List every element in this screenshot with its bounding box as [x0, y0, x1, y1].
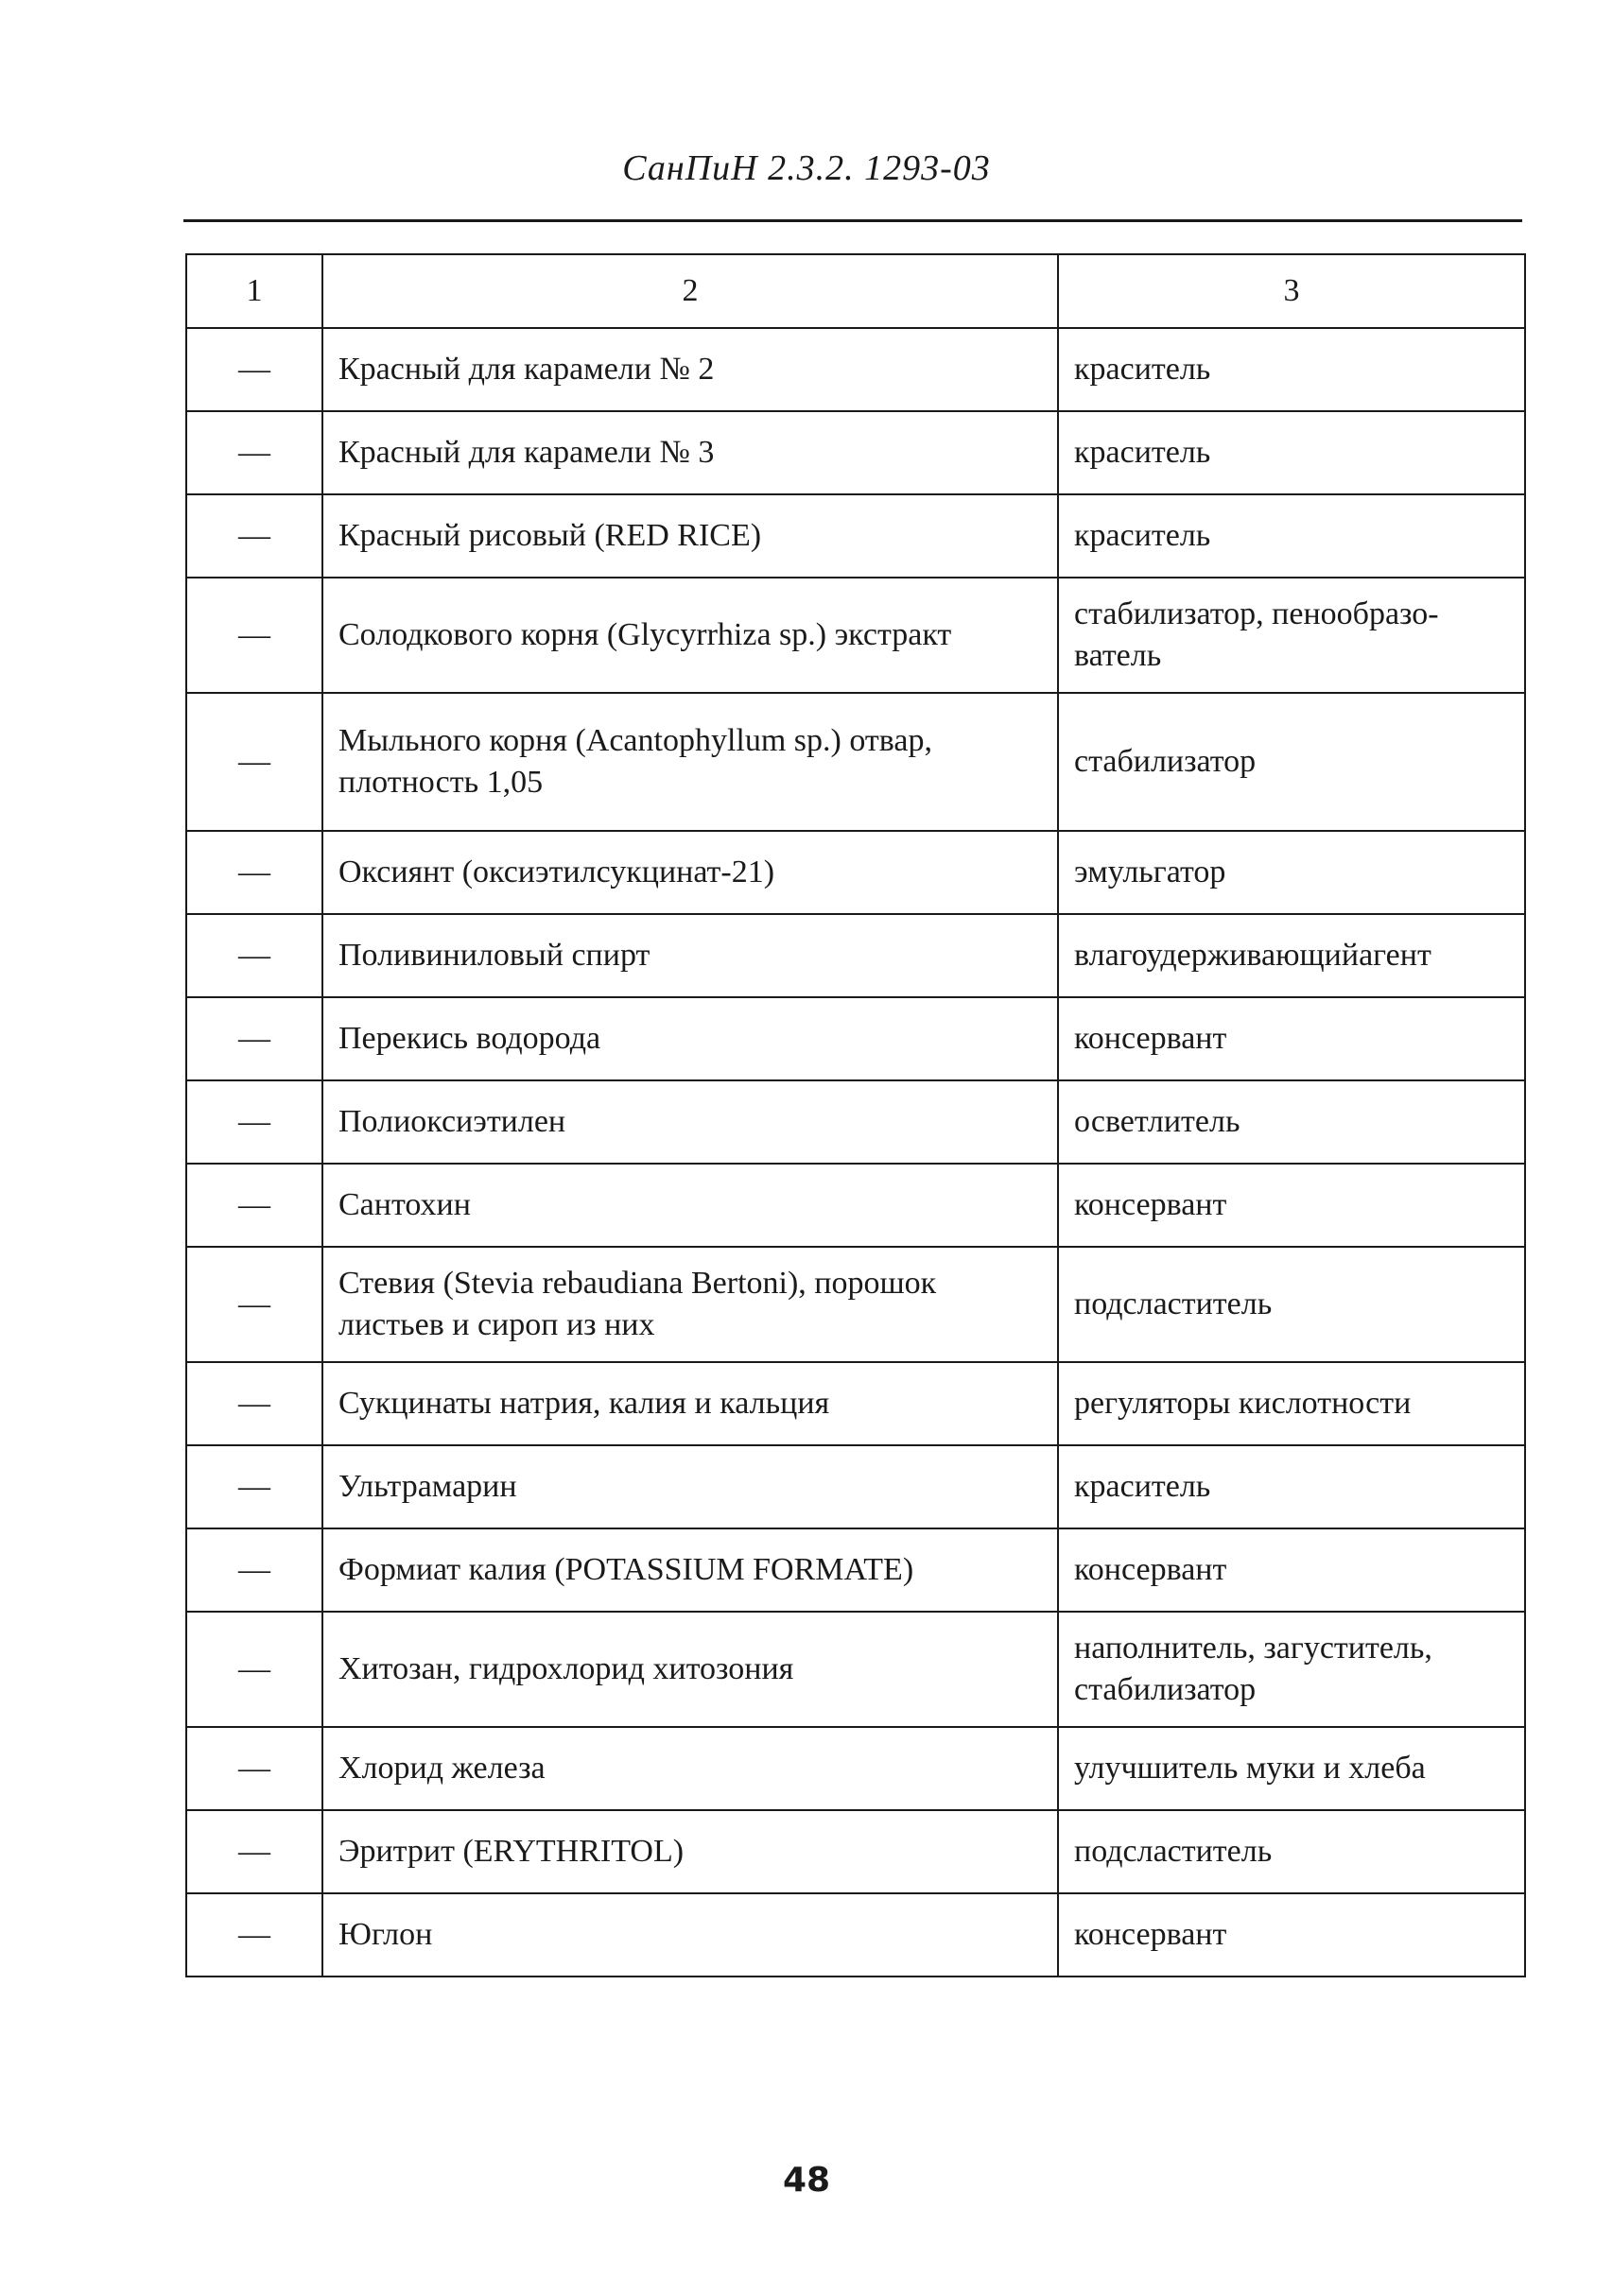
page-header-title: СанПиН 2.3.2. 1293-03: [622, 148, 991, 188]
row-number-cell: —: [186, 1164, 322, 1247]
additive-name-cell: Полиоксиэтилен: [322, 1080, 1058, 1164]
row-number-cell: —: [186, 914, 322, 997]
row-number-cell: —: [186, 1612, 322, 1727]
technological-function-cell: краситель: [1058, 411, 1525, 494]
row-number-cell: —: [186, 328, 322, 411]
row-number-cell: —: [186, 1080, 322, 1164]
additive-name-cell: Поливиниловый спирт: [322, 914, 1058, 997]
additive-name-cell: Сантохин: [322, 1164, 1058, 1247]
additive-name-cell: Юглон: [322, 1893, 1058, 1977]
row-number-cell: —: [186, 1528, 322, 1612]
technological-function-cell: регуляторы кислотности: [1058, 1362, 1525, 1445]
table-row: [186, 693, 1525, 831]
table-row: [186, 494, 1525, 578]
additive-name-cell: Сукцинаты натрия, калия и кальция: [322, 1362, 1058, 1445]
table-row: [186, 1080, 1525, 1164]
row-number-cell: —: [186, 411, 322, 494]
additive-name-cell: Красный для карамели № 3: [322, 411, 1058, 494]
column-header-2: 2: [322, 254, 1058, 328]
table-row: [186, 1893, 1525, 1977]
technological-function-cell: наполнитель, загуститель, стабилизатор: [1058, 1612, 1525, 1727]
technological-function-cell: подсластитель: [1058, 1810, 1525, 1893]
additive-name-cell: Стевия (Stevia rebaudiana Bertoni), порошок листьев и сироп из них: [322, 1247, 1058, 1362]
table-row: [186, 411, 1525, 494]
technological-function-cell: осветлитель: [1058, 1080, 1525, 1164]
table-row: [186, 1528, 1525, 1612]
additive-name-cell: Ультрамарин: [322, 1445, 1058, 1528]
additive-name-cell: Красный для карамели № 2: [322, 328, 1058, 411]
row-number-cell: —: [186, 1445, 322, 1528]
row-number-cell: —: [186, 831, 322, 914]
additive-name-cell: Солодкового корня (Glycyrrhiza sp.) экстракт: [322, 578, 1058, 693]
technological-function-cell: подсластитель: [1058, 1247, 1525, 1362]
technological-function-cell: стабилизатор, пенообразо-ватель: [1058, 578, 1525, 693]
table-row: [186, 328, 1525, 411]
technological-function-cell: краситель: [1058, 494, 1525, 578]
additive-name-cell: Мыльного корня (Acantophyllum sp.) отвар, плотность 1,05: [322, 693, 1058, 831]
row-number-cell: —: [186, 494, 322, 578]
table-row: [186, 1362, 1525, 1445]
table-row: [186, 914, 1525, 997]
additive-name-cell: Формиат калия (POTASSIUM FORMATE): [322, 1528, 1058, 1612]
additive-name-cell: Хлорид железа: [322, 1727, 1058, 1810]
table-row: [186, 1445, 1525, 1528]
technological-function-cell: консервант: [1058, 1528, 1525, 1612]
table-row: [186, 578, 1525, 693]
table-row: [186, 1810, 1525, 1893]
table-row: [186, 997, 1525, 1080]
technological-function-cell: эмульгатор: [1058, 831, 1525, 914]
technological-function-cell: краситель: [1058, 328, 1525, 411]
header-divider: [183, 219, 1522, 222]
column-header-3: 3: [1058, 254, 1525, 328]
table-header-row: [186, 254, 1525, 328]
row-number-cell: —: [186, 1727, 322, 1810]
additive-name-cell: Оксиянт (оксиэтилсукцинат-21): [322, 831, 1058, 914]
table-row: [186, 1727, 1525, 1810]
additives-table: [185, 253, 1526, 1977]
additive-name-cell: Эритрит (ERYTHRITOL): [322, 1810, 1058, 1893]
additive-name-cell: Хитозан, гидрохлорид хитозония: [322, 1612, 1058, 1727]
table-row: [186, 1612, 1525, 1727]
technological-function-cell: краситель: [1058, 1445, 1525, 1528]
technological-function-cell: консервант: [1058, 1164, 1525, 1247]
row-number-cell: —: [186, 997, 322, 1080]
row-number-cell: —: [186, 1362, 322, 1445]
row-number-cell: —: [186, 1893, 322, 1977]
technological-function-cell: стабилизатор: [1058, 693, 1525, 831]
row-number-cell: —: [186, 693, 322, 831]
technological-function-cell: улучшитель муки и хлеба: [1058, 1727, 1525, 1810]
row-number-cell: —: [186, 1247, 322, 1362]
technological-function-cell: консервант: [1058, 997, 1525, 1080]
row-number-cell: —: [186, 1810, 322, 1893]
table-row: [186, 1247, 1525, 1362]
additive-name-cell: Красный рисовый (RED RICE): [322, 494, 1058, 578]
table-row: [186, 831, 1525, 914]
column-header-1: 1: [186, 254, 322, 328]
page-number: 48: [782, 2161, 831, 2200]
row-number-cell: —: [186, 578, 322, 693]
additive-name-cell: Перекись водорода: [322, 997, 1058, 1080]
technological-function-cell: консервант: [1058, 1893, 1525, 1977]
technological-function-cell: влагоудерживающийагент: [1058, 914, 1525, 997]
table-row: [186, 1164, 1525, 1247]
